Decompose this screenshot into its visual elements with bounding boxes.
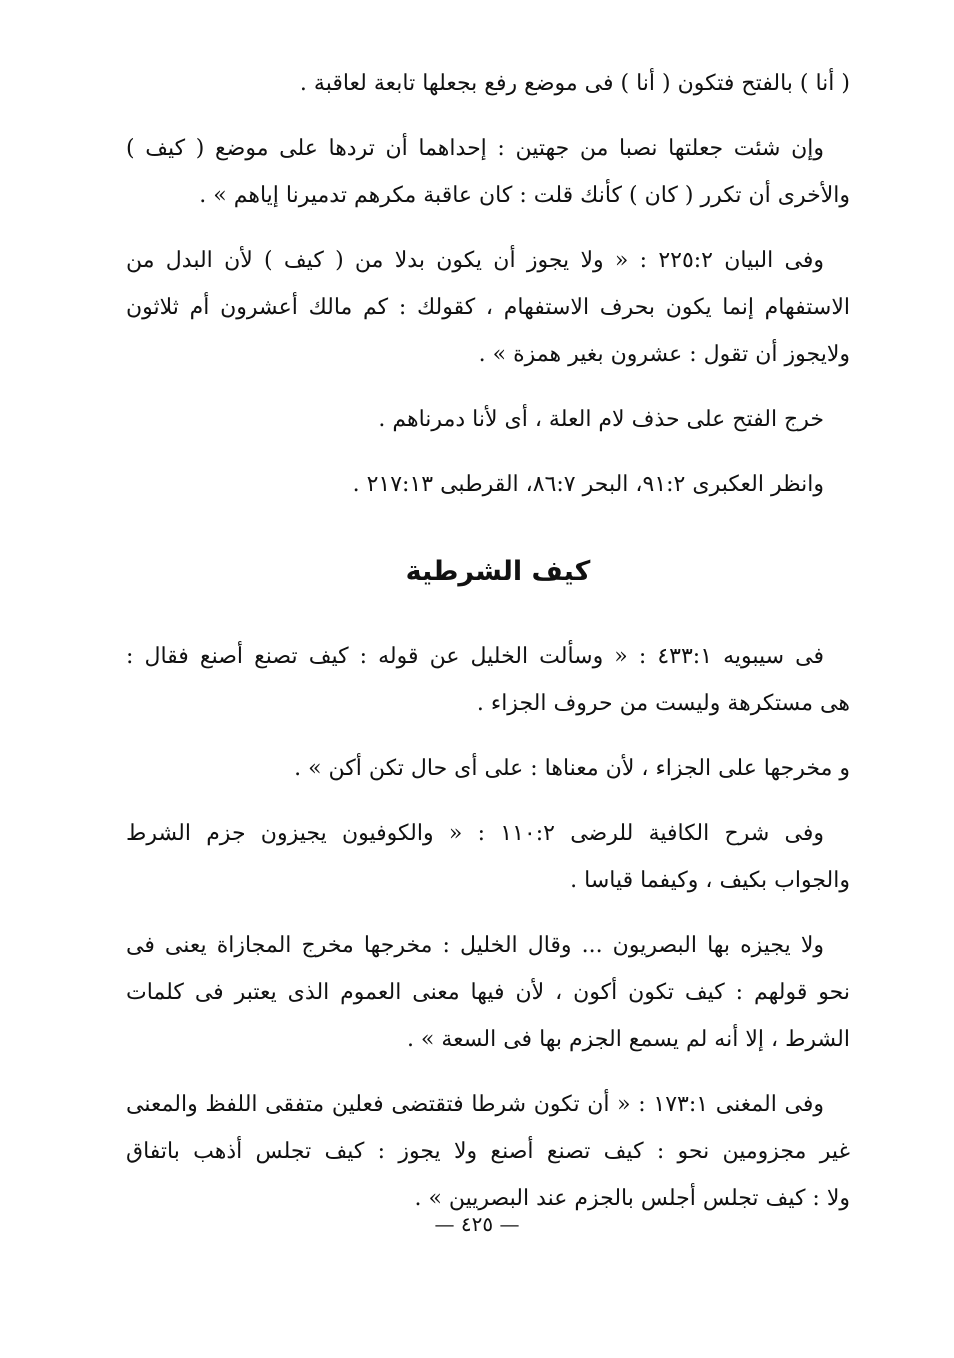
text-line: وانظر العكبرى ٩١:٢، البحر ٨٦:٧، القرطبى ٢١٧:١٣ . bbox=[352, 472, 824, 497]
text-line: ولا يجيزه بها البصريون ... وقال الخليل : مخرجها مخرج المجازاة يعنى فى bbox=[126, 933, 824, 958]
page-number: — ٤٢٥ — bbox=[434, 1212, 520, 1236]
paragraph bbox=[126, 461, 850, 508]
paragraph bbox=[126, 237, 850, 378]
text-line: وفى شرح الكافية للرضى ١١٠:٢ : « والكوفيون يجيزون جزم الشرط bbox=[126, 821, 824, 846]
page-body bbox=[126, 60, 850, 1240]
paragraph bbox=[126, 1081, 850, 1222]
text-line: الاستفهام إنما يكون بحرف الاستفهام ، كقولك : كم مالك أعشرون أم ثلاثون bbox=[126, 295, 850, 320]
text-line: والجواب بكيف ، وكيفما قياسا . bbox=[570, 868, 850, 893]
text-line: والأخرى أن تكرر ( كان ) كأنك قلت : كان عاقبة مكرهم تدميرنا إياهم » . bbox=[199, 183, 850, 208]
text-line: و مخرجها على الجزاء ، لأن معناها : على أى حال تكن أكن » . bbox=[294, 756, 850, 781]
text-line: وإن شئت جعلتها نصبا من جهتين : إحداهما أن تردها على موضع ( كيف ) bbox=[126, 136, 824, 161]
text-line: هى مستكرهة وليست من حروف الجزاء . bbox=[476, 691, 850, 716]
section-title: كيف الشرطية bbox=[405, 556, 591, 587]
text-line: الشرط ، إلا أنه لم يسمع الجزم بها فى السعة » . bbox=[406, 1027, 850, 1052]
text-line: وفى البيان ٢٢٥:٢ : « ولا يجوز أن يكون بدلا من ( كيف ) لأن البدل من bbox=[126, 248, 824, 273]
text-line: فى سيبويه ٤٣٣:١ : « وسألت الخليل عن قوله : كيف تصنع أصنع فقال : bbox=[126, 644, 824, 669]
text-line: ( أنا ) بالفتح فتكون ( أنا ) فى موضع رفع بجعلها تابعة لعاقبة . bbox=[299, 71, 850, 96]
paragraph bbox=[126, 60, 850, 107]
text-line: ولا : كيف تجلس أجلس بالجزم عند البصريين » . bbox=[414, 1186, 850, 1211]
text-line: خرج الفتح على حذف لام العلة ، أى لأنا دمرناهم . bbox=[378, 407, 824, 432]
paragraph bbox=[126, 810, 850, 904]
paragraph bbox=[126, 633, 850, 727]
paragraph bbox=[126, 745, 850, 792]
text-line: ولايجوز أن تقول : عشرون بغير همزة » . bbox=[478, 342, 850, 367]
text-line: غير مجزومين نحو : كيف تصنع أصنع ولا يجوز : كيف تجلس أذهب باتفاق bbox=[126, 1139, 850, 1164]
text-line: وفى المغنى ١٧٣:١ : « أن تكون شرطا فتقتضى فعلين متفقى اللفظ والمعنى bbox=[126, 1092, 824, 1117]
paragraph bbox=[126, 396, 850, 443]
text-line: نحو قولهم : كيف تكون أكون ، لأن فيها معنى العموم الذى يعتبر فى كلمات bbox=[126, 980, 850, 1005]
paragraph bbox=[126, 922, 850, 1063]
paragraph bbox=[126, 125, 850, 219]
